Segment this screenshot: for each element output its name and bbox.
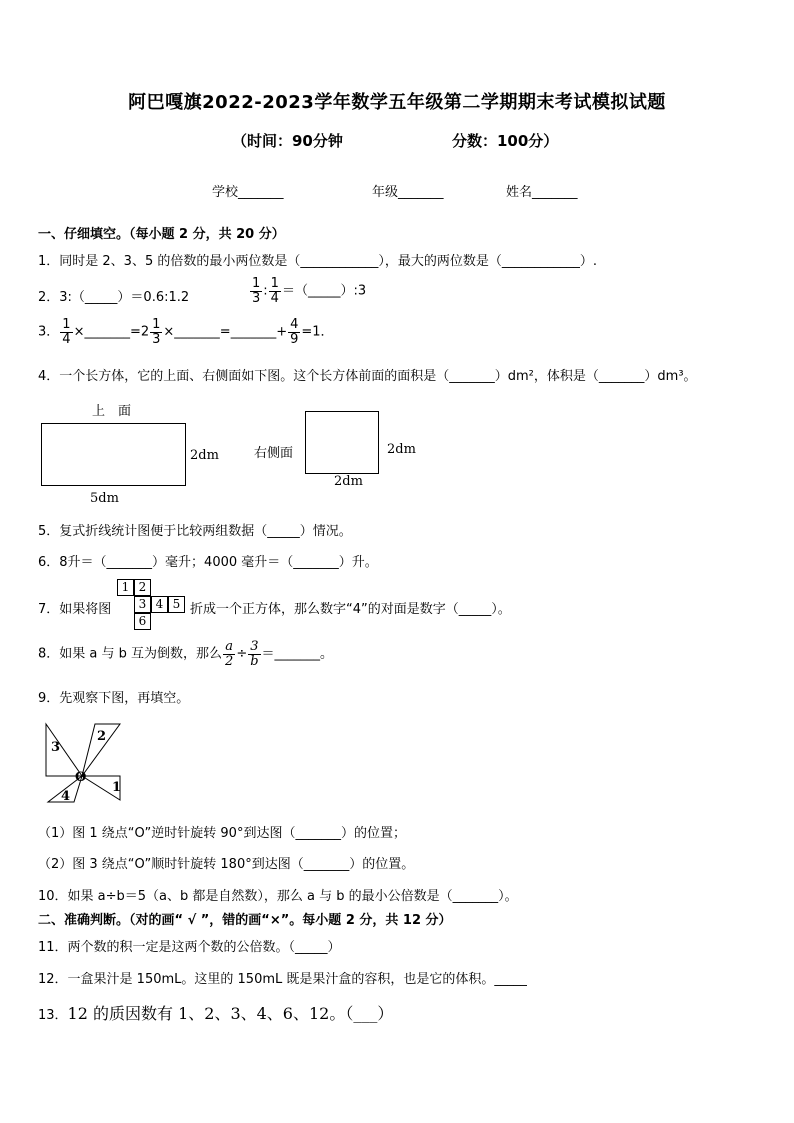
net-cell-1: 1 xyxy=(117,579,134,596)
label-2: 2 xyxy=(97,729,107,744)
net-cell-4: 4 xyxy=(151,596,168,613)
section-2-heading: 二、准确判断。（对的画“ √ ”，错的画“×”。每小题 2 分，共 12 分） xyxy=(38,913,452,928)
question-8: 8．如果 a 与 b 互为倒数，那么 $\frac{a}{2}$ ÷ $\frac{3}{b}$ ＝_______。 xyxy=(38,639,334,669)
q2-fraction-2: $\frac{1}{4}$ xyxy=(270,276,279,306)
net-cell-5: 5 xyxy=(168,596,185,613)
question-9-1: （1）图 1 绕点“O”逆时针旋转 90°到达图（_______）的位置； xyxy=(38,826,406,841)
q8-fraction-2: $\frac{3}{b}$ xyxy=(250,639,259,669)
top-face-label: 上 面 xyxy=(92,404,132,419)
q3-fraction-1: $\frac{1}{4}$ xyxy=(62,317,71,347)
label-1: 1 xyxy=(112,780,122,795)
grade-field: 年级_______ xyxy=(372,185,444,200)
question-12: 12．一盒果汁是 150mL。这里的 150mL 既是果汁盒的容积，也是它的体积。_____ xyxy=(38,972,527,987)
question-1: 1．同时是 2、3、5 的倍数的最小两位数是（____________），最大的两位数是（____________）. xyxy=(38,254,597,269)
q2-fraction-1: $\frac{1}{3}$ xyxy=(252,276,261,306)
side-face-width: 2dm xyxy=(334,474,363,489)
top-face-height: 2dm xyxy=(190,448,219,463)
top-face-width: 5dm xyxy=(90,491,119,506)
q2-colon: : xyxy=(263,283,268,299)
question-7-before: 7．如果将图 xyxy=(38,602,112,617)
question-5: 5．复式折线统计图便于比较两组数据（_____）情况。 xyxy=(38,524,352,539)
q2-fraction-group xyxy=(249,277,366,305)
question-9: 9．先观察下图，再填空。 xyxy=(38,691,190,706)
question-13: 13．12 的质因数有 1、2、3、4、6、12。（___） xyxy=(38,1004,394,1023)
side-face-label: 右侧面 xyxy=(254,446,294,461)
net-cell-2: 2 xyxy=(134,579,151,596)
section-1-heading: 一、仔细填空。（每小题 2 分，共 20 分） xyxy=(38,227,285,242)
question-10: 10．如果 a÷b＝5（a、b 都是自然数），那么 a 与 b 的最小公倍数是（_______）。 xyxy=(38,889,518,904)
q2-left: 2．3:（_____）＝0.6:1.2 xyxy=(38,290,190,305)
q3-fraction-3: $\frac{4}{9}$ xyxy=(290,317,299,347)
question-6: 6．8升＝（_______）毫升；4000 毫升＝（_______）升。 xyxy=(38,555,378,570)
exam-time: （时间：90分钟 xyxy=(232,132,343,150)
q8-fraction-1: $\frac{a}{2}$ xyxy=(225,639,234,669)
question-4: 4．一个长方体，它的上面、右侧面如下图。这个长方体前面的面积是（_______）dm²，体积是（_______）dm³。 xyxy=(38,369,697,384)
side-face-height: 2dm xyxy=(387,442,416,457)
question-9-2: （2）图 3 绕点“O”顺时针旋转 180°到达图（_______）的位置。 xyxy=(38,857,415,872)
name-field: 姓名_______ xyxy=(506,185,578,200)
school-field: 学校_______ xyxy=(212,185,284,200)
pinwheel-figure xyxy=(40,718,130,808)
net-cell-6: 6 xyxy=(134,613,151,630)
label-4: 4 xyxy=(61,789,71,804)
side-face-rect xyxy=(305,411,379,474)
question-7-after: 折成一个正方体，那么数字“4”的对面是数字（_____）。 xyxy=(190,602,511,617)
question-3: 3． $\frac{1}{4}$ ×_______=2 $\frac{1}{3}$ ×_______=_______+ $\frac{4}{9}$ =1． xyxy=(38,317,334,347)
label-3: 3 xyxy=(51,740,61,755)
net-cell-3: 3 xyxy=(134,596,151,613)
exam-score: 分数：100分） xyxy=(452,132,559,150)
center-label: O xyxy=(75,770,87,785)
top-face-rect xyxy=(41,423,186,486)
question-11: 11．两个数的积一定是这两个数的公倍数。（_____） xyxy=(38,940,341,955)
q3-fraction-2: $\frac{1}{3}$ xyxy=(152,317,161,347)
q2-right: ＝（_____）:3 xyxy=(281,283,367,299)
page-title: 阿巴嘎旗2022-2023学年数学五年级第二学期期末考试模拟试题 xyxy=(128,92,666,113)
